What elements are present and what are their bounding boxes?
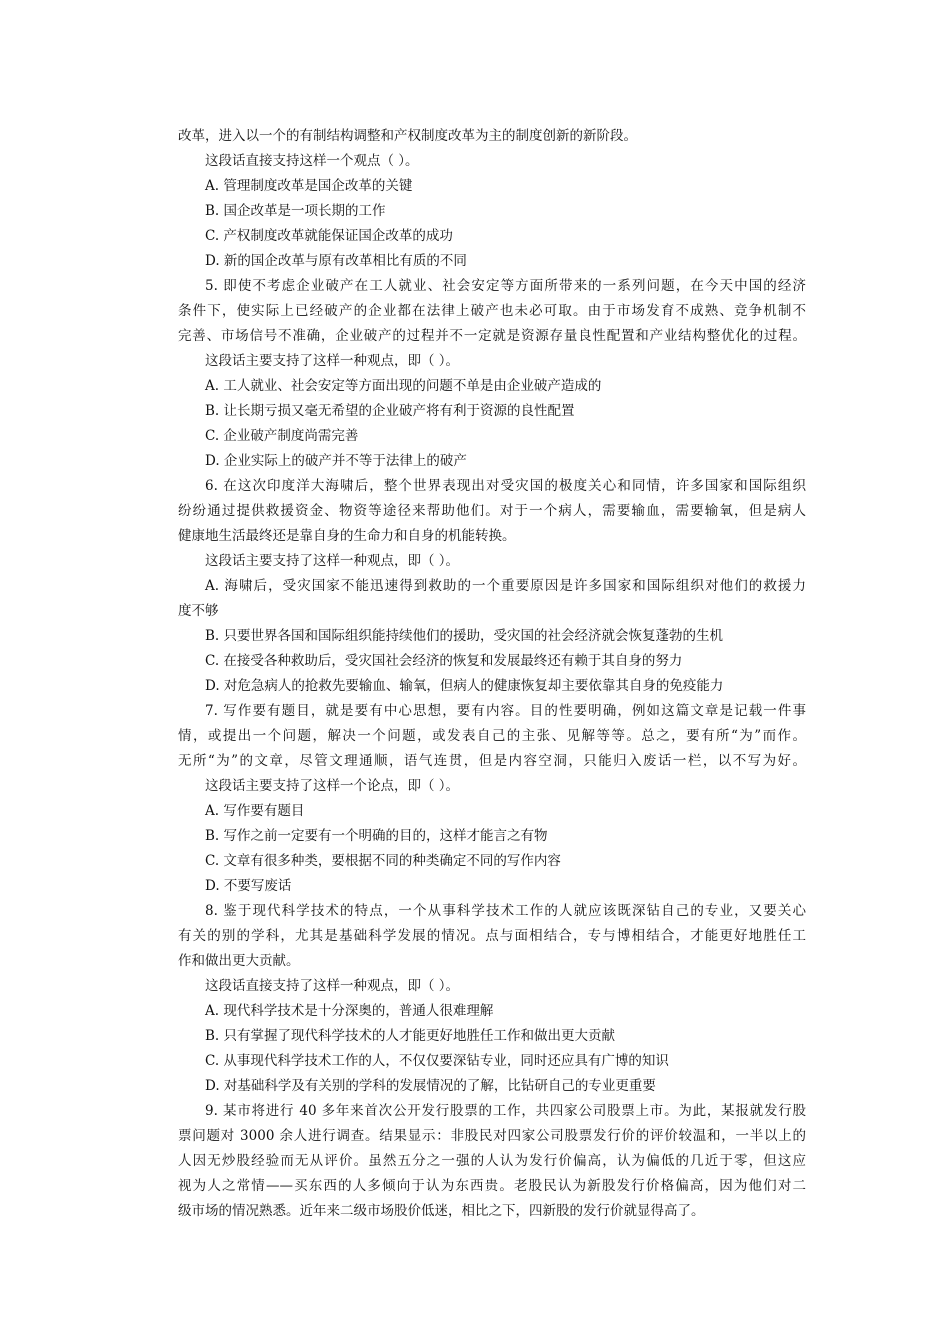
text-line: 条件下，使实际上已经破产的企业都在法律上破产也未必可取。由于市场发育不成熟、竞争机制不	[178, 303, 806, 319]
text-line: 这段话主要支持了这样一种观点，即（ ）。	[205, 553, 460, 569]
text-line: 7. 写作要有题目，就是要有中心思想，要有内容。目的性要明确，例如这篇文章是记载一件事	[205, 703, 806, 719]
text-line: 有关的别的学科，尤其是基础科学发展的情况。点与面相结合，专与博相结合，才能更好地胜任工	[178, 928, 806, 944]
text-line: 票问题对 3000 余人进行调查。结果显示：非股民对四家公司股票发行价的评价较温和，一半以上的	[178, 1128, 806, 1144]
text-line: 这段话主要支持了这样一种观点，即（ ）。	[205, 353, 460, 369]
text-line: A. 海啸后，受灾国家不能迅速得到救助的一个重要原因是许多国家和国际组织对他们的救援力	[205, 578, 806, 594]
text-line: D. 对基础科学及有关别的学科的发展情况的了解，比钻研自己的专业更重要	[205, 1078, 656, 1094]
text-line: 度不够	[178, 603, 219, 619]
text-line: 这段话直接支持了这样一种观点，即（ ）。	[205, 978, 460, 994]
text-line: C. 在接受各种救助后，受灾国社会经济的恢复和发展最终还有赖于其自身的努力	[205, 653, 683, 669]
text-line: B. 写作之前一定要有一个明确的目的，这样才能言之有物	[205, 828, 548, 844]
text-line: 完善、市场信号不准确，企业破产的过程并不一定就是资源存量良性配置和产业结构整优化的过程。	[178, 328, 806, 344]
text-line: A. 管理制度改革是国企改革的关键	[205, 178, 413, 194]
text-line: 级市场的情况熟悉。近年来二级市场股价低迷，相比之下，四新股的发行价就显得高了。	[178, 1203, 705, 1219]
text-line: C. 文章有很多种类，要根据不同的种类确定不同的写作内容	[205, 853, 561, 869]
text-line: 6. 在这次印度洋大海啸后，整个世界表现出对受灾国的极度关心和同情，许多国家和国际组织	[205, 478, 806, 494]
text-line: 作和做出更大贡献。	[178, 953, 300, 969]
document-page	[178, 124, 806, 1224]
text-line: B. 只要世界各国和国际组织能持续他们的援助，受灾国的社会经济就会恢复蓬勃的生机	[205, 628, 724, 644]
text-line: 改革，进入以一个的有制结构调整和产权制度改革为主的制度创新的新阶段。	[178, 128, 637, 144]
text-line: C. 产权制度改革就能保证国企改革的成功	[205, 228, 453, 244]
text-line: B. 让长期亏损又毫无希望的企业破产将有利于资源的良性配置	[205, 403, 575, 419]
text-line: C. 从事现代科学技术工作的人，不仅仅要深钻专业，同时还应具有广博的知识	[205, 1053, 669, 1069]
text-line: B. 只有掌握了现代科学技术的人才能更好地胜任工作和做出更大贡献	[205, 1028, 616, 1044]
text-line: 情，或提出一个问题，解决一个问题，或发表自己的主张、见解等等。总之，要有所“为”而作。	[178, 728, 806, 744]
text-line: C. 企业破产制度尚需完善	[205, 428, 359, 444]
text-line: 这段话直接支持这样一个观点（ ）。	[205, 153, 419, 169]
text-line: 8. 鉴于现代科学技术的特点，一个从事科学技术工作的人就应该既深钻自己的专业，又要关心	[205, 903, 806, 919]
text-line: 5. 即使不考虑企业破产在工人就业、社会安定等方面所带来的一系列问题，在今天中国的经济	[205, 278, 806, 294]
text-line: D. 企业实际上的破产并不等于法律上的破产	[205, 453, 467, 469]
text-line: A. 写作要有题目	[205, 803, 305, 819]
text-line: D. 新的国企改革与原有改革相比有质的不同	[205, 253, 467, 269]
text-line: B. 国企改革是一项长期的工作	[205, 203, 386, 219]
text-line: 健康地生活最终还是靠自身的生命力和自身的机能转换。	[178, 528, 516, 544]
text-line: A. 工人就业、社会安定等方面出现的问题不单是由企业破产造成的	[205, 378, 602, 394]
text-line: 9. 某市将进行 40 多年来首次公开发行股票的工作，共四家公司股票上市。为此，某报就发行股	[205, 1103, 806, 1119]
text-line: D. 不要写废话	[205, 878, 292, 894]
text-line: 这段话主要支持了这样一个论点，即（ ）。	[205, 778, 460, 794]
text-line: 无所“为”的文章，尽管文理通顺，语气连贯，但是内容空洞，只能归入废话一栏，以不写为好。	[178, 753, 806, 769]
text-line: 人因无炒股经验而无从评价。虽然五分之一强的人认为发行价偏高，认为偏低的几近于零，但这应	[178, 1153, 806, 1169]
text-line: D. 对危急病人的抢救先要输血、输氧，但病人的健康恢复却主要依靠其自身的免疫能力	[205, 678, 724, 694]
text-line: A. 现代科学技术是十分深奥的，普通人很难理解	[205, 1003, 494, 1019]
text-line: 视为人之常情——买东西的人多倾向于认为东西贵。老股民认为新股发行价格偏高，因为他们对二	[178, 1178, 806, 1194]
text-line: 纷纷通过提供救援资金、物资等途径来帮助他们。对于一个病人，需要输血，需要输氧，但是病人	[178, 503, 806, 519]
